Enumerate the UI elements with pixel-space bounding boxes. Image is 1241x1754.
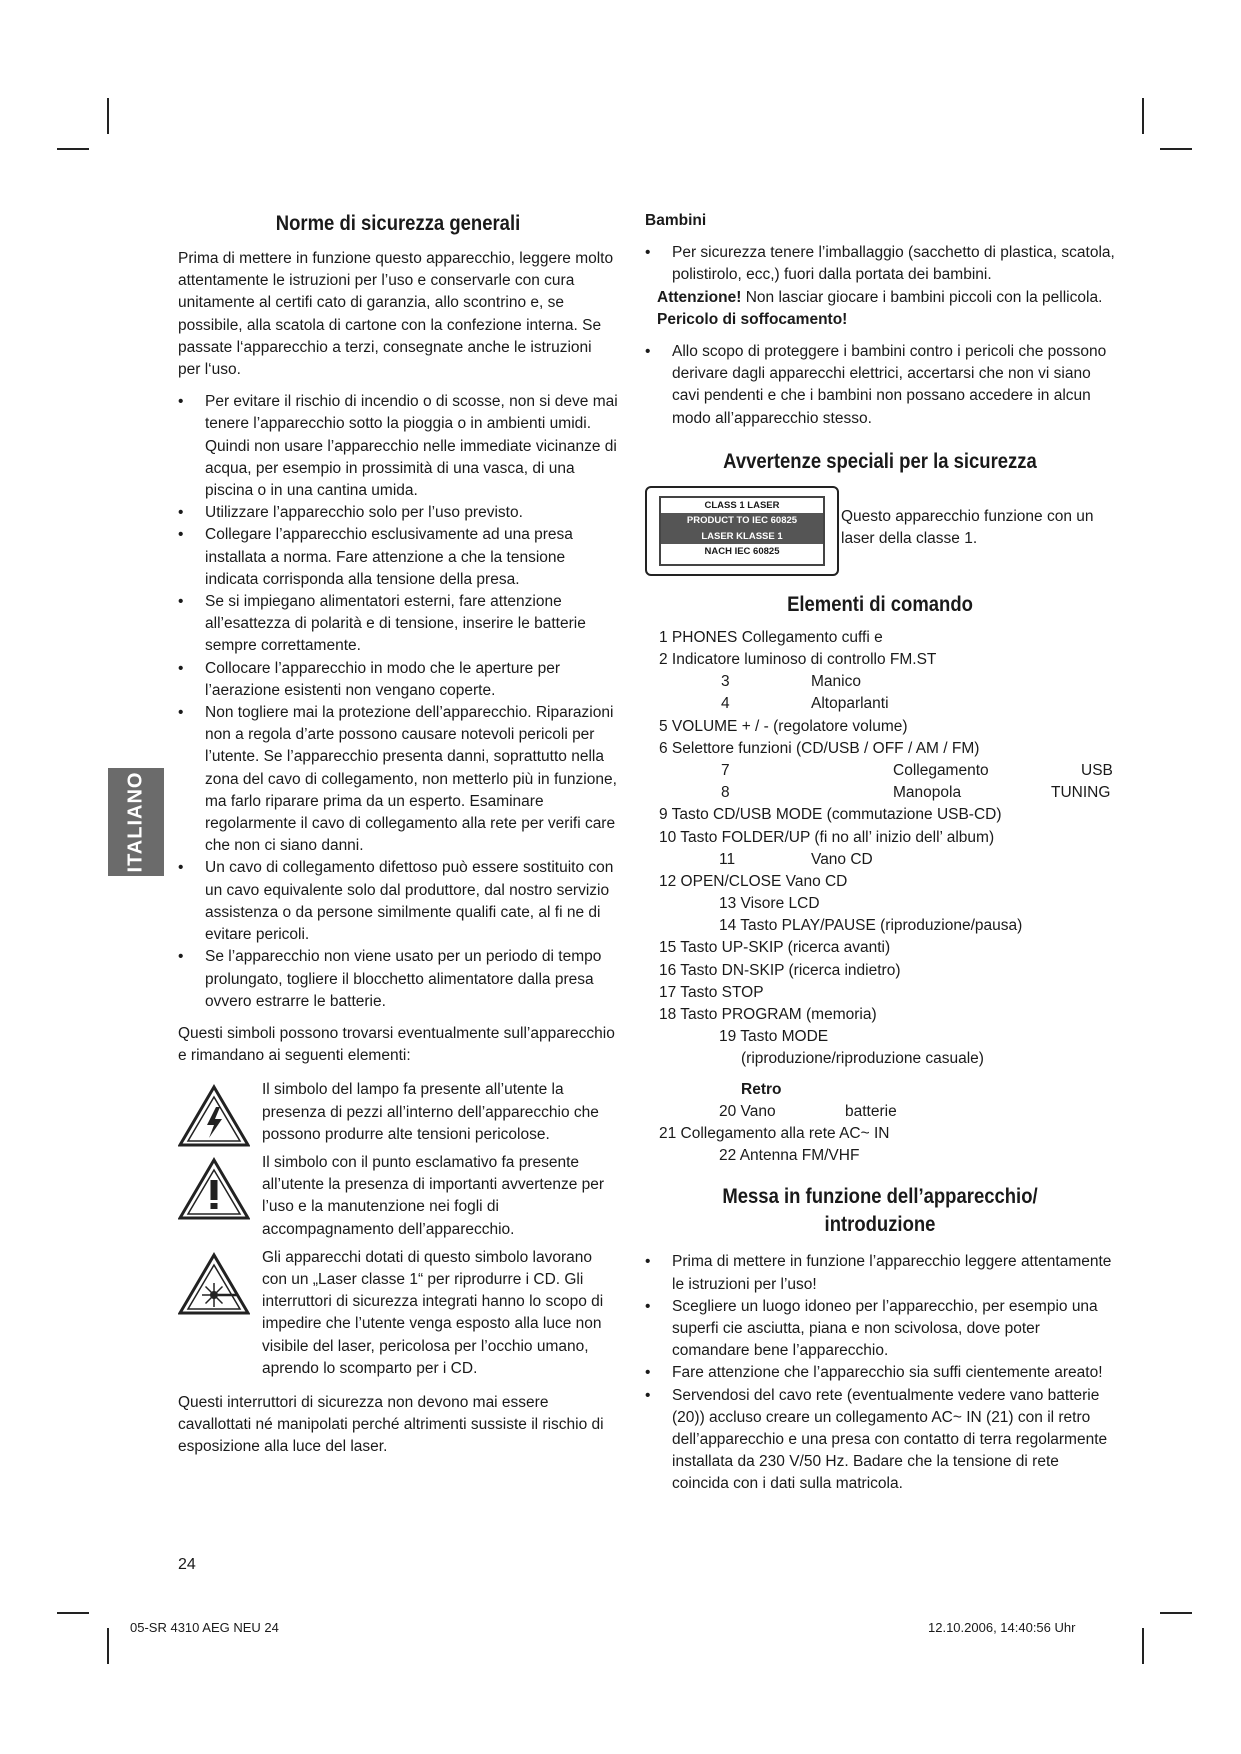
list-item: 12 OPEN/CLOSE Vano CD [659,872,848,890]
symbol-lightning [178,1079,618,1146]
symbol-exclamation [178,1152,618,1241]
suffocation-warning: Pericolo di soffocamento! [657,310,848,328]
children-heading: Bambini [645,212,707,229]
list-item: 15 Tasto UP-SKIP (ricerca avanti) [659,939,891,957]
laser-label-line: CLASS 1 LASER [704,499,780,511]
list-item: 2 Indicatore luminoso di controllo FM.ST [659,651,937,669]
section-title-controls: Elementi di comando [787,592,973,616]
children-attention [645,287,1115,331]
symbol-lightning-text: Il simbolo del lampo fa presente all’utente la presenza di pezzi all’interno dell’apparecchio che possono produrre alte tensioni pericolose. [262,1081,599,1143]
crop-mark [1160,148,1192,150]
footer-timestamp: 12.10.2006, 14:40:56 Uhr [928,1620,1076,1635]
crop-mark [107,98,109,134]
laser-label-line: LASER KLASSE 1 [661,529,823,545]
crop-mark [1142,98,1144,134]
language-tab [108,768,164,876]
lightning-warning-icon [178,1083,250,1147]
safety-intro: Prima di mettere in funzione questo apparecchio, leggere molto attentamente le istruzioni per l’uso e conservarle con cura unitamente al certifi cato di garanzia, allo scontrino e, se possibile, alla scatola di cartone con la confezione interna. Se passate l‘apparecchio a terzi, consegnate anche le istruzioni per l‘uso. [178,250,614,379]
list-item: 13 Visore LCD [719,895,820,913]
symbol-exclamation-text: Il simbolo con il punto esclamativo fa presente all’utente la presenza di importanti avvertenze per l’uso e la manutenzione nei fogli di accompagnamento dell’apparecchio. [262,1153,605,1238]
controls-list [645,627,1115,1168]
list-item: • Prima di mettere in funzione l’apparecchio leggere attentamente le istruzioni per l’uso! [645,1251,1115,1295]
list-item: (riproduzione/riproduzione casuale) [741,1050,984,1068]
children-list [645,242,1115,286]
section-title-safety: Norme di sicurezza generali [275,212,521,235]
list-item: 11 Vano CD [719,850,873,868]
right-column [645,210,1115,1496]
list-item: 17 Tasto STOP [659,983,764,1001]
list-item: 5 VOLUME + / - (regolatore volume) [659,717,908,735]
setup-list [645,1251,1115,1495]
list-item: • Servendosi del cavo rete (eventualmente vedere vano batterie (20)) accluso creare un collegamento AC~ IN (21) con il retro dell’apparecchio e una presa con contatto di terra regolarmente installata da 230 V/50 Hz. Badare che la tensione di rete coincida con i dati sulla matricola. [645,1385,1115,1496]
list-item: • Per evitare il rischio di incendio o di scosse, non si deve mai tenere l’apparecchio sotto la pioggia o in ambienti umidi. Quindi non usare l’apparecchio nelle immediate vicinanze di acqua, per esempio in prossimità di una vasca, di una piscina o in una cantina umida. [178,391,618,502]
crop-mark [57,1612,89,1614]
crop-mark [1142,1628,1144,1664]
list-item: 19 Tasto MODE [719,1028,829,1046]
laser-warning-icon [178,1251,250,1315]
list-item: 14 Tasto PLAY/PAUSE (riproduzione/pausa) [719,917,1023,935]
list-item: • Se l’apparecchio non viene usato per un periodo di tempo prolungato, togliere il blocchetto alimentatore dalla presa ovvero estrarre le batterie. [178,946,618,1013]
list-item: • Collocare l’apparecchio in modo che le aperture per l’aerazione esistenti non vengano coperte. [178,658,618,702]
list-item: 7 Collegamento USB [721,761,1113,779]
list-item: 10 Tasto FOLDER/UP (fi no all’ inizio dell’ album) [659,828,995,846]
laser-label-line: NACH IEC 60825 [704,546,780,558]
list-item: 21 Collegamento alla rete AC~ IN [659,1124,890,1142]
list-item: 22 Antenna FM/VHF [719,1147,860,1165]
laser-class-block [645,482,1115,577]
list-item: 9 Tasto CD/USB MODE (commutazione USB-CD) [659,806,1002,824]
list-item: 3 Manico [721,673,861,691]
children-list-2 [645,341,1115,430]
list-item: • Fare attenzione che l’apparecchio sia suffi cientemente areato! [645,1362,1115,1384]
left-column [178,210,618,1459]
list-item: 1 PHONES Collegamento cuffi e [659,628,883,646]
list-item: • Non togliere mai la protezione dell’apparecchio. Riparazioni non a regola d’arte possono causare notevoli pericoli per l’utente. Se l’apparecchio presenta danni, soprattutto nella zona del cavo di collegamento, non metterlo più in funzione, ma farlo riparare prima da un esperto. Esaminare regolarmente il cavo di collegamento alla rete per verifi care che non ci siano danni. [178,702,618,857]
safety-list [178,391,618,1013]
page-number: 24 [178,1556,196,1573]
language-tab-label: ITALIANO [124,771,147,873]
list-item: 8 Manopola TUNING [721,784,1111,802]
list-item: • Scegliere un luogo idoneo per l’apparecchio, per esempio una superfi cie asciutta, piana e non scivolosa, dove poter comandare bene l’apparecchio. [645,1296,1115,1363]
symbol-laser [178,1247,618,1380]
list-item: 4 Altoparlanti [721,695,889,713]
list-item: 18 Tasto PROGRAM (memoria) [659,1006,877,1024]
safety-closing: Questi interruttori di sicurezza non devono mai essere cavallottati né manipolati perché altrimenti sussiste il rischio di esposizione alla luce del laser. [178,1393,604,1456]
laser-class-label [645,486,839,576]
retro-heading: Retro [741,1080,782,1098]
laser-label-line: PRODUCT TO IEC 60825 [661,513,823,529]
footer-file: 05-SR 4310 AEG NEU 24 [130,1620,279,1635]
list-item: 16 Tasto DN-SKIP (ricerca indietro) [659,961,901,979]
list-item: 20 Vano batterie [719,1102,897,1120]
list-item: • Un cavo di collegamento difettoso può essere sostituito con un cavo equivalente solo dal produttore, dal nostro servizio assistenza o da persone similmente qualifi cate, al fi ne di evitare pericoli. [178,857,618,946]
list-item: • Allo scopo di proteggere i bambini contro i pericoli che possono derivare dagli apparecchi elettrici, accertarsi che non vi siano cavi pendenti e che i bambini non possano accedere in alcun modo all’apparecchio stesso. [645,341,1115,430]
section-title-setup: Messa in funzione dell’apparecchio/ introduzione [722,1185,1038,1237]
attention-text: Non lasciar giocare i bambini piccoli con la pellicola. [741,288,1103,306]
section-title-special: Avvertenze speciali per la sicurezza [723,449,1037,473]
list-item: • Collegare l’apparecchio esclusivamente ad una presa installata a norma. Fare attenzione a che la tensione indicata corrisponda alla tensione della presa. [178,524,618,591]
exclamation-warning-icon [178,1156,250,1220]
list-item: 6 Selettore funzioni (CD/USB / OFF / AM / FM) [659,739,980,757]
symbols-intro: Questi simboli possono trovarsi eventualmente sull’apparecchio e rimandano ai seguenti elementi: [178,1024,615,1065]
list-item: • Utilizzare l’apparecchio solo per l’uso previsto. [178,502,618,524]
crop-mark [57,148,89,150]
attention-label: Attenzione! [657,288,742,306]
symbol-laser-text: Gli apparecchi dotati di questo simbolo lavorano con un „Laser classe 1“ per riprodurre i CD. Gli interruttori di sicurezza integrati hanno lo scopo di impedire che l’utente venga esposto alla luce non visibile del laser, pericolosa per l’occhio umano, aprendo lo scomparto per i CD. [262,1248,604,1377]
laser-class-text: Questo apparecchio funzione con un laser della classe 1. [841,507,1094,548]
list-item: • Per sicurezza tenere l’imballaggio (sacchetto di plastica, scatola, polistirolo, ecc,) fuori dalla portata dei bambini. [645,242,1115,286]
list-item: • Se si impiegano alimentatori esterni, fare attenzione all’esattezza di polarità e di tensione, inserire le batterie sempre correttamente. [178,591,618,658]
crop-mark [107,1628,109,1664]
crop-mark [1160,1612,1192,1614]
